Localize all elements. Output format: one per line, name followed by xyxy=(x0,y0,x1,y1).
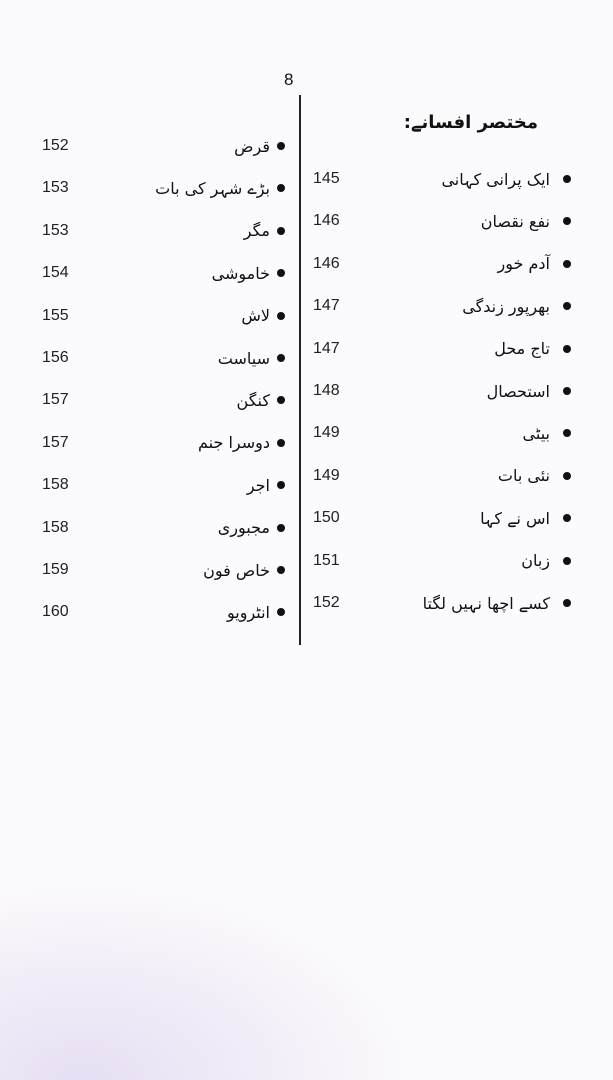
toc-entry-title: نفع نقصان xyxy=(480,211,550,231)
toc-entry-title: خاموشی xyxy=(211,263,270,283)
toc-entry xyxy=(305,460,575,492)
bullet-icon xyxy=(277,227,285,235)
bullet-icon xyxy=(277,312,285,320)
bullet-icon xyxy=(563,429,571,437)
toc-entry xyxy=(305,502,575,534)
toc-entry xyxy=(20,512,295,544)
bullet-icon xyxy=(563,345,571,353)
toc-entry xyxy=(305,545,575,577)
bullet-icon xyxy=(277,524,285,532)
toc-entry-title: زبان xyxy=(521,551,550,571)
toc-page-number: 151 xyxy=(313,551,340,569)
toc-entry xyxy=(20,215,295,247)
toc-entry-title: خاص فون xyxy=(203,560,270,580)
bullet-icon xyxy=(277,269,285,277)
section-title: مختصر افسانے: xyxy=(403,112,538,133)
toc-page-number: 149 xyxy=(313,424,340,442)
bullet-icon xyxy=(277,354,285,362)
toc-entry-title: بھرپور زندگی xyxy=(462,296,550,316)
toc-entry-title: سیاست xyxy=(217,348,270,368)
toc-page-number: 152 xyxy=(313,594,340,611)
toc-page-number: 149 xyxy=(313,466,340,484)
bullet-icon xyxy=(277,184,285,192)
toc-page-number: 153 xyxy=(42,221,69,239)
toc-entry-title: بڑے شہر کی بات xyxy=(155,178,270,198)
toc-page-number: 153 xyxy=(42,179,69,197)
toc-page-number: 156 xyxy=(42,349,69,366)
toc-page-number: 150 xyxy=(313,509,340,527)
toc-entry xyxy=(20,469,295,501)
toc-page-number: 160 xyxy=(42,603,69,621)
bullet-icon xyxy=(563,557,571,565)
toc-entry xyxy=(20,300,295,332)
toc-entry-title: مگر xyxy=(243,221,270,241)
toc-entry xyxy=(305,290,575,322)
toc-page-number: 159 xyxy=(42,561,69,578)
page-tint xyxy=(0,880,420,1080)
toc-entry xyxy=(20,257,295,289)
toc-entry-title: لاش xyxy=(241,306,270,326)
toc-entry-title: انٹرویو xyxy=(227,602,270,622)
toc-entry-title: اجر xyxy=(246,475,270,495)
column-divider xyxy=(299,95,301,645)
toc-entry xyxy=(20,342,295,374)
bullet-icon xyxy=(277,396,285,404)
toc-entry xyxy=(305,375,575,407)
toc-entry-title: دوسرا جنم xyxy=(198,433,270,453)
toc-entry-title: قرض xyxy=(234,136,270,156)
toc-entry-title: استحصال xyxy=(486,381,550,401)
toc-entry-title: ایک پرانی کہانی xyxy=(441,169,550,189)
bullet-icon xyxy=(277,439,285,447)
toc-page-number: 147 xyxy=(313,297,340,315)
toc-entry xyxy=(20,427,295,459)
bullet-icon xyxy=(563,599,571,607)
toc-page-number: 148 xyxy=(313,382,340,399)
toc-page-number: 147 xyxy=(313,339,340,357)
toc-entry-title: کسے اچھا نہیں لگتا xyxy=(422,593,550,613)
toc-entry xyxy=(20,130,295,162)
toc-entry-title: تاج محل xyxy=(494,339,550,359)
toc-entry-title: اس نے کہا xyxy=(480,508,550,528)
bullet-icon xyxy=(563,302,571,310)
toc-page-number: 154 xyxy=(42,264,69,282)
toc-entry xyxy=(305,248,575,280)
toc-entry xyxy=(20,384,295,416)
toc-entry-title: مجبوری xyxy=(217,518,270,538)
bullet-icon xyxy=(277,481,285,489)
bullet-icon xyxy=(563,217,571,225)
bullet-icon xyxy=(563,260,571,268)
toc-page-number: 158 xyxy=(42,518,69,536)
toc-entry-title: آدم خور xyxy=(497,254,550,274)
toc-entry-title: نئی بات xyxy=(497,466,550,486)
bullet-icon xyxy=(563,387,571,395)
bullet-icon xyxy=(277,142,285,150)
toc-page-number: 152 xyxy=(42,137,69,154)
toc-entry-title: کنگن xyxy=(236,390,270,410)
toc-entry xyxy=(305,333,575,365)
bullet-icon xyxy=(277,608,285,616)
toc-page-number: 145 xyxy=(313,170,340,187)
toc-entry xyxy=(305,163,575,195)
toc-entry xyxy=(20,554,295,586)
toc-page-number: 155 xyxy=(42,306,69,324)
toc-page-number: 146 xyxy=(313,254,340,272)
page-number: 8 xyxy=(284,70,294,89)
toc-entry xyxy=(305,417,575,449)
toc-entry xyxy=(305,205,575,237)
toc-entry xyxy=(20,172,295,204)
toc-page-number: 158 xyxy=(42,476,69,494)
bullet-icon xyxy=(563,472,571,480)
toc-entry xyxy=(20,596,295,628)
toc-entry-title: بیٹی xyxy=(522,423,550,443)
toc-page-number: 146 xyxy=(313,212,340,230)
toc-page-number: 157 xyxy=(42,433,69,451)
bullet-icon xyxy=(277,566,285,574)
toc-entry xyxy=(305,587,575,619)
toc-page-number: 157 xyxy=(42,391,69,409)
bullet-icon xyxy=(563,175,571,183)
bullet-icon xyxy=(563,514,571,522)
